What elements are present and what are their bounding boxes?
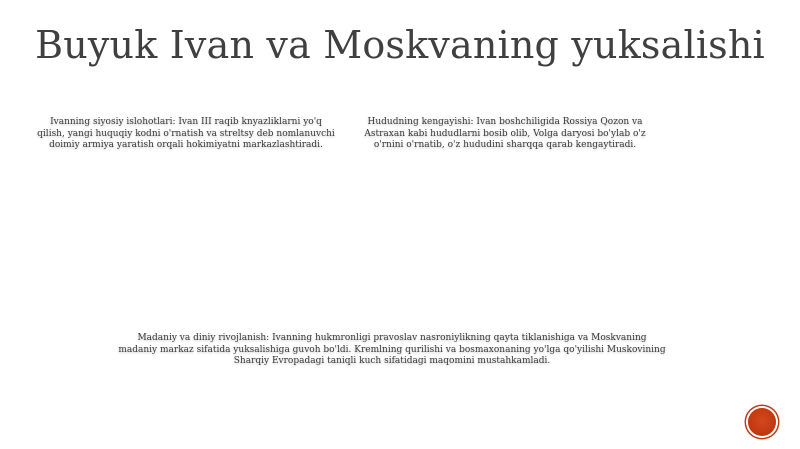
paragraph-political-reforms: Ivanning siyosiy islohotlari: Ivan III raqib knyazliklarni yo'q qilish, yangi huquqiy kodni o'rnatish va streltsy deb nomlanuvchi doimiy armiya yaratish orqali hokimiyatni markazlashtiradi.: [37, 117, 335, 150]
slide-title: Buyuk Ivan va Moskvaning yuksalishi: [35, 23, 765, 67]
paragraph-cultural-development: Madaniy va diniy rivojlanish: Ivanning hukmronligi pravoslav nasroniylikning qayta tiklanishiga va Moskvaning madaniy markaz sifatida yuksalishiga guvoh bo'ldi. Kremlning qurilishi va bosmaxonaning yo'lga qo'yilishi Muskovining Sharqiy Evropadagi taniqli kuch sifatidagi maqomini mustahkamladi.: [118, 333, 666, 366]
circle-button-icon[interactable]: [748, 408, 776, 436]
paragraph-territorial-expansion: Hududning kengayishi: Ivan boshchiligida Rossiya Qozon va Astraxan kabi hududlarni bosib olib, Volga daryosi bo'ylab o'z o'rnini o'rnatib, o'z hududini sharqqa qarab kengaytiradi.: [364, 117, 646, 150]
